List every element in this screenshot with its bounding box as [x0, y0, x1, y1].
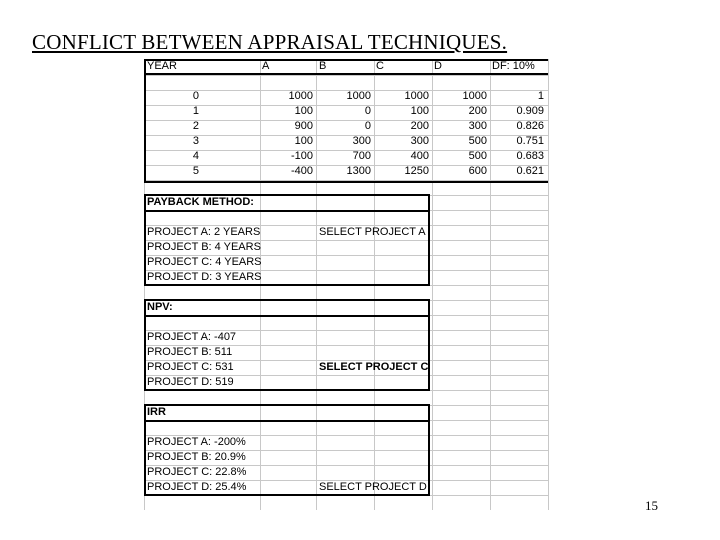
- slide-title: CONFLICT BETWEEN APPRAISAL TECHNIQUES.: [32, 30, 508, 54]
- section-heading: IRR: [147, 406, 166, 418]
- section-line: PROJECT D: 25.4%: [147, 481, 247, 493]
- table-value-cell: 0.826: [516, 120, 544, 132]
- table-header-cell: B: [319, 60, 327, 72]
- section-line: PROJECT B: 4 YEARS: [147, 241, 261, 253]
- table-value-cell: 300: [410, 135, 429, 147]
- section-heading-separator: [146, 420, 428, 422]
- table-value-cell: 900: [294, 120, 313, 132]
- table-value-cell: 0.909: [516, 105, 544, 117]
- table-value-cell: 100: [294, 135, 313, 147]
- table-year-cell: 4: [192, 150, 199, 162]
- table-value-cell: 300: [468, 120, 487, 132]
- table-header-cell: A: [262, 60, 270, 72]
- table-year-cell: 1: [192, 105, 199, 117]
- table-year-cell: 0: [192, 90, 199, 102]
- table-value-cell: 600: [468, 165, 487, 177]
- table-year-cell: 2: [192, 120, 199, 132]
- section-selection: SELECT PROJECT C: [319, 361, 429, 373]
- table-value-cell: 0.751: [516, 135, 544, 147]
- table-value-cell: 300: [352, 135, 371, 147]
- section-line: PROJECT C: 22.8%: [147, 466, 247, 478]
- section-selection: SELECT PROJECT A: [319, 226, 426, 238]
- section-line: PROJECT A: -407: [147, 331, 237, 343]
- table-year-cell: 5: [192, 165, 199, 177]
- table-value-cell: 1000: [404, 90, 429, 102]
- section-line: PROJECT A: 2 YEARS: [147, 226, 261, 238]
- table-value-cell: 1: [537, 90, 544, 102]
- table-header-cell: YEAR: [147, 60, 177, 72]
- section-line: PROJECT B: 511: [147, 346, 233, 358]
- section-line: PROJECT A: -200%: [147, 436, 246, 448]
- table-value-cell: 1000: [288, 90, 313, 102]
- table-value-cell: 200: [468, 105, 487, 117]
- section-heading-separator: [146, 210, 428, 212]
- section-selection: SELECT PROJECT D: [319, 481, 427, 493]
- table-value-cell: 400: [410, 150, 429, 162]
- table-value-cell: 1000: [346, 90, 371, 102]
- table-value-cell: 200: [410, 120, 429, 132]
- section-line: PROJECT B: 20.9%: [147, 451, 246, 463]
- table-value-cell: -100: [290, 150, 313, 162]
- table-value-cell: 500: [468, 150, 487, 162]
- table-value-cell: 1250: [404, 165, 429, 177]
- section-heading-separator: [146, 315, 428, 317]
- table-value-cell: 0: [364, 120, 371, 132]
- spreadsheet: [144, 59, 549, 510]
- section-line: PROJECT C: 531: [147, 361, 234, 373]
- table-value-cell: 700: [352, 150, 371, 162]
- table-value-cell: 0: [364, 105, 371, 117]
- page-number: 15: [645, 498, 658, 513]
- table-header-cell: D: [434, 60, 442, 72]
- section-line: PROJECT D: 3 YEARS: [147, 271, 262, 283]
- table-value-cell: 500: [468, 135, 487, 147]
- section-line: PROJECT D: 519: [147, 376, 234, 388]
- table-year-cell: 3: [192, 135, 199, 147]
- table-value-cell: 1000: [462, 90, 487, 102]
- table-value-cell: 1300: [346, 165, 371, 177]
- table-value-cell: 0.621: [516, 165, 544, 177]
- table-value-cell: -400: [290, 165, 313, 177]
- cash-flow-header-separator: [144, 73, 548, 75]
- section-heading: NPV:: [147, 301, 173, 313]
- section-heading: PAYBACK METHOD:: [147, 196, 254, 208]
- table-header-cell: DF: 10%: [492, 60, 535, 72]
- section-line: PROJECT C: 4 YEARS: [147, 256, 262, 268]
- table-value-cell: 100: [294, 105, 313, 117]
- table-value-cell: 100: [410, 105, 429, 117]
- table-value-cell: 0.683: [516, 150, 544, 162]
- table-header-cell: C: [376, 60, 384, 72]
